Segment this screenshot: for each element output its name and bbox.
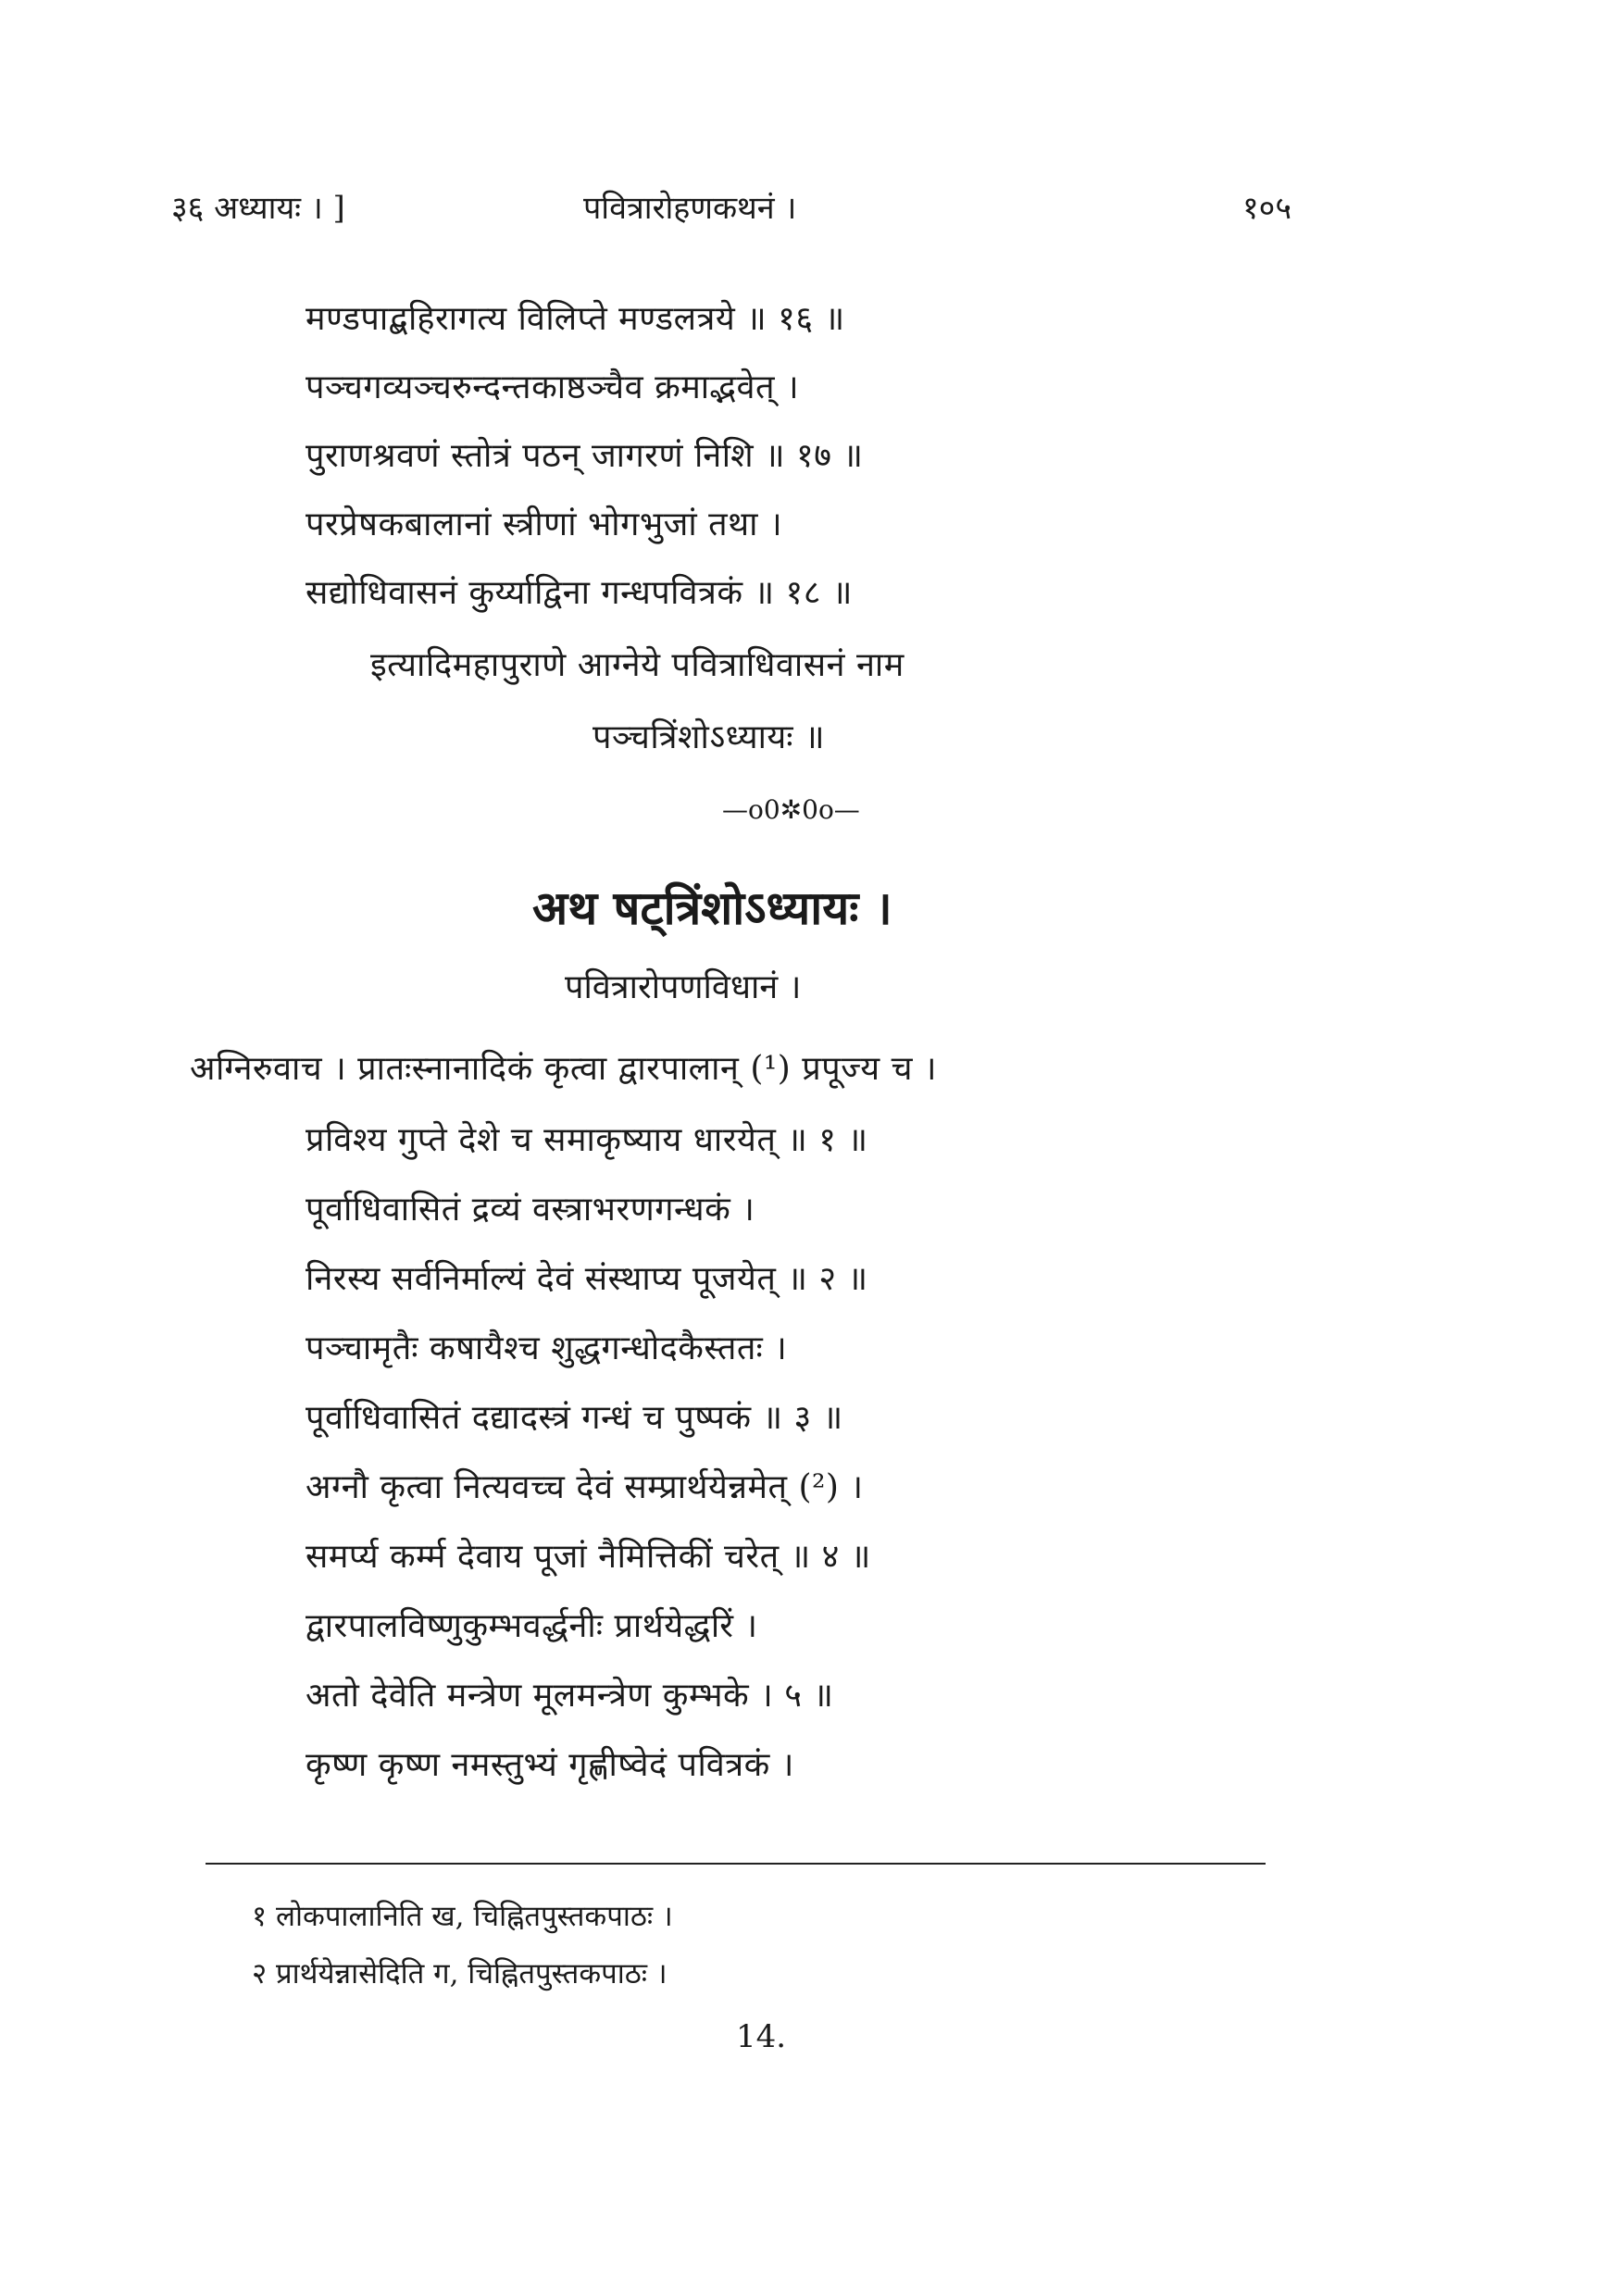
page-number: १०५: [1241, 190, 1291, 227]
signature-mark: 14.: [736, 2018, 787, 2055]
verse-line: अतो देवेति मन्त्रेण मूलमन्त्रेण कुम्भके । ५ ॥: [306, 1677, 834, 1715]
running-header: [171, 185, 1291, 241]
colophon-line-1: इत्यादिमहापुराणे आग्नेये पवित्राधिवासनं नाम: [370, 646, 905, 684]
verse-line: पञ्चगव्यञ्चरुन्दन्तकाष्ठञ्चैव क्रमाद्भवेत् ।: [306, 368, 800, 406]
verse-line: पञ्चामृतैः कषायैश्च शुद्धगन्धोदकैस्ततः ।: [306, 1329, 788, 1367]
verse-line: समर्प्य कर्म्म देवाय पूजां नैमित्तिकीं चरेत् ॥ ४ ॥: [306, 1538, 871, 1576]
footnote-divider: [206, 1863, 1266, 1865]
verse-line: पुराणश्रवणं स्तोत्रं पठन् जागरणं निशि ॥ १७ ॥: [306, 437, 864, 475]
header-title: पवित्रारोहणकथनं ।: [583, 190, 797, 227]
verse-line: अग्नौ कृत्वा नित्यवच्च देवं सम्प्रार्थयेन्नमेत् (²) ।: [306, 1468, 864, 1506]
verse-line: पूर्वाधिवासितं द्रव्यं वस्त्राभरणगन्धकं ।: [306, 1191, 755, 1229]
verse-line: निरस्य सर्वनिर्माल्यं देवं संस्थाप्य पूजयेत् ॥ २ ॥: [306, 1260, 868, 1298]
verse-line: कृष्ण कृष्ण नमस्तुभ्यं गृह्णीष्वेदं पवित्रकं ।: [306, 1746, 794, 1784]
chapter-subtitle: पवित्रारोपणविधानं ।: [565, 968, 802, 1006]
verse-line: प्रविश्य गुप्ते देशे च समाकृष्याय धारयेत् ॥ १ ॥: [306, 1121, 868, 1159]
verse-line: पूर्वाधिवासितं दद्यादस्त्रं गन्धं च पुष्पकं ॥ ३ ॥: [306, 1399, 843, 1437]
footnote: २ प्रार्थयेन्नासेदिति ग, चिह्नितपुस्तकपाठः ।: [252, 1957, 668, 1990]
chapter-title: अथ षट्त्रिंशोऽध्यायः ।: [532, 880, 892, 935]
section-ornament: —o0✲0o—: [722, 794, 860, 825]
footnote: १ लोकपालानिति ख, चिह्नितपुस्तकपाठः ।: [252, 1900, 673, 1933]
verse-line: द्वारपालविष्णुकुम्भवर्द्धनीः प्रार्थयेद्धरिं ।: [306, 1607, 758, 1645]
header-chapter-ref: ३६ अध्यायः । ]: [171, 190, 345, 227]
verse-line: परप्रेषकबालानां स्त्रीणां भोगभुजां तथा ।: [306, 505, 783, 543]
verse-line: सद्योधिवासनं कुर्य्याद्विना गन्धपवित्रकं ॥ १८ ॥: [306, 574, 853, 612]
verse-line: मण्डपाद्बहिरागत्य विलिप्ते मण्डलत्रये ॥ १६ ॥: [306, 300, 845, 338]
speaker-line: अग्निरुवाच । प्रातःस्नानादिकं कृत्वा द्वारपालान् (¹) प्रपूज्य च ।: [190, 1050, 938, 1088]
colophon-line-2: पञ्चत्रिंशोऽध्यायः ॥: [593, 718, 826, 756]
